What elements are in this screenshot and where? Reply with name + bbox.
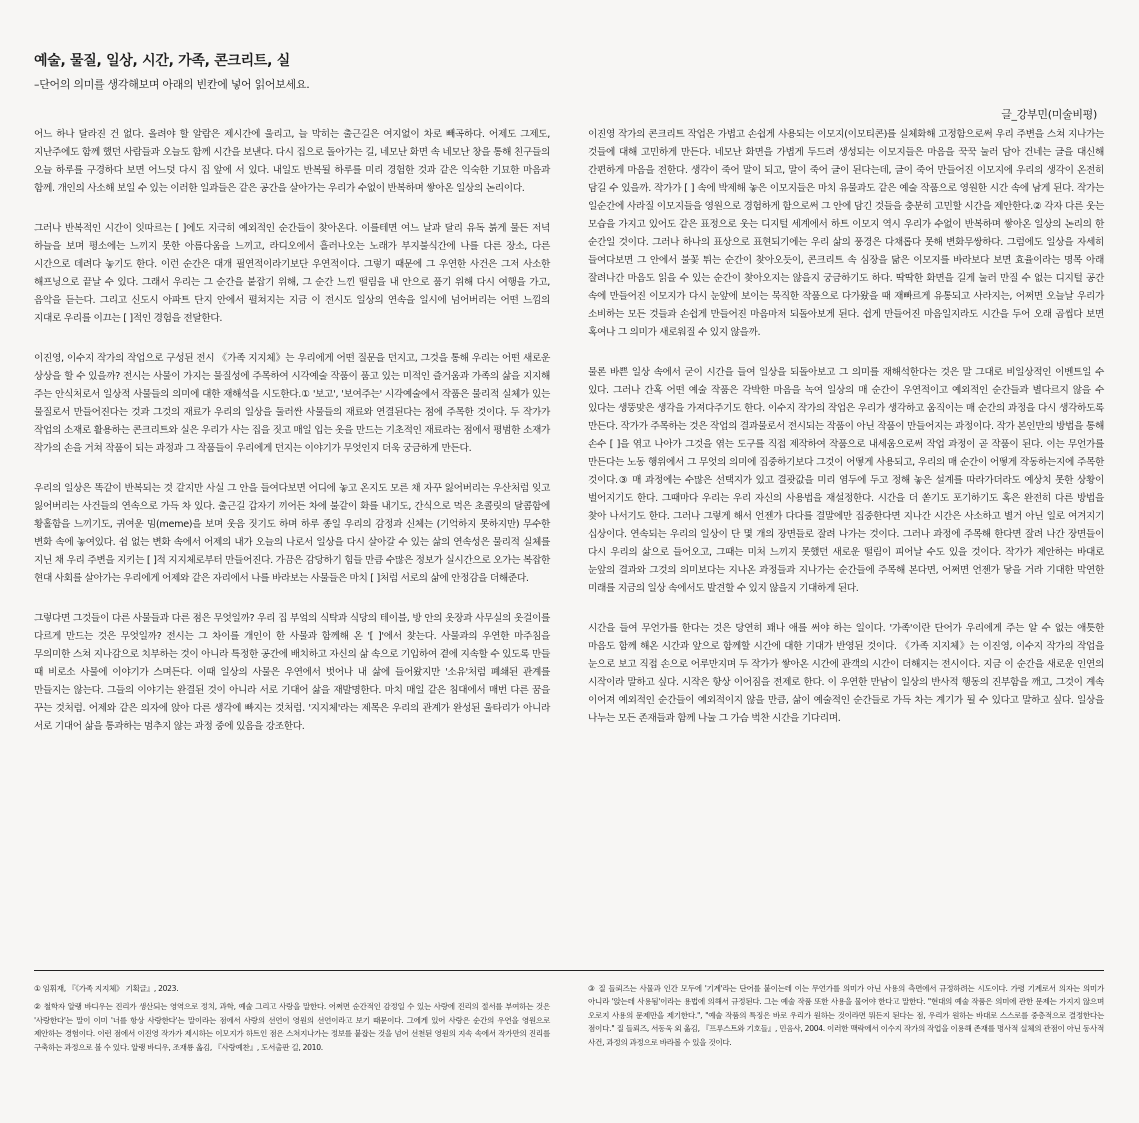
- essay-byline: 글_강부민(미술비평): [1001, 108, 1097, 121]
- body-column-left: [34, 126, 550, 758]
- body-paragraph: 시간을 들여 무언가를 한다는 것은 당연히 꽤나 애를 써야 하는 일이다. '가족'이란 단어가 우리에게 주는 알 수 없는 애틋한 마음도 함께 해온 시간과 앞으로 함께할 시간에 대한 기대가 반영된 것이다. 《가족 지지체》는 이진영, 이수지 작가의 작업을 눈으로 보고 직접 손으로 어루만지며 두 작가가 쌓아온 시간에 관객의 시간이 더해지는 전시이다. 지금 이 순간을 새로운 인연의 시작이라 말하고 싶다. 시작은 항상 이어짐을 전제로 한다. 이 우연한 만남이 일상의 반사적 행동의 진부함을 깨고, 그것이 계속 이어져 예외적인 순간들이 예외적이지 않을 만큼, 삶이 예술적인 순간들로 가득 차는 계기가 될 수 있다고 말하고 싶다. 일상을 나누는 모든 존재들과 함께 나눌 그 가슴 벅찬 시간을 기다리며.: [588, 623, 1104, 724]
- essay-title: 예술, 물질, 일상, 시간, 가족, 콘크리트, 실: [34, 53, 290, 69]
- body-paragraph: 그렇다면 그것들이 다른 사물들과 다른 점은 무엇일까? 우리 집 부엌의 식탁과 식당의 테이블, 방 안의 옷장과 사무실의 옷걸이를 다르게 만드는 것은 무엇일까? 전시는 그 차이를 개인이 한 사물과 함께해 온 '[ ]'에서 찾는다. 사물과의 우연한 마주침을 무의미한 스쳐 지나감으로 치부하는 것이 아니라 특정한 공간에 배치하고 자신의 삶 속으로 기입하여 곁에 지속할 수 있도록 만들 때 비로소 사물에 이야기가 스며든다. 이때 일상의 사물은 우연에서 벗어나 내 삶에 들어왔지만 '소유'처럼 폐쇄된 관계를 만들지는 않는다. 그들의 이야기는 완결된 것이 아니라 서로 기대어 삶을 재발명한다. 마치 매일 같은 침대에서 매번 다른 꿈을 꾸는 것처럼. 어제와 같은 의자에 앉아 다른 생각에 빠지는 것처럼. '지지체'라는 제목은 우리의 관계가 완성된 울타리가 아니라 서로 기대어 삶을 통과하는 멈추지 않는 과정 중에 있음을 강조한다.: [34, 613, 550, 732]
- body-column-right: [588, 126, 1104, 758]
- footnotes: [34, 982, 1104, 1059]
- body-paragraph: 물론 바쁜 일상 속에서 굳이 시간을 들여 일상을 되돌아보고 그 의미를 재해석한다는 것은 말 그대로 비일상적인 이벤트일 수 있다. 그러나 간혹 어떤 예술 작품은 각박한 마음을 녹여 일상의 매 순간이 우연적이고 예외적인 순간들과 별다르지 않을 수 있다는 생뚱맞은 생각을 가져다주기도 한다. 이수지 작가의 작업은 우리가 생각하고 움직이는 매 순간의 과정을 다시 생각하도록 만든다. 작가가 주목하는 것은 작업의 결과물로서 전시되는 작품이 아닌 작품이 만들어지는 과정이다. 작가 본인만의 방법을 통해 손수 [ ]을 엮고 나아가 그것을 엮는 도구를 직접 제작하여 작품으로 내세움으로써 작업 과정이 곧 작품이 된다. 이는 무언가를 만든다는 노동 행위에서 그 무엇의 의미에 집중하기보다 그것이 어떻게 사용되고, 우리의 매 순간이 어떻게 작동하는지에 주목한 것이다.③ 매 과정에는 수많은 선택지가 있고 결괏값을 미리 염두에 두고 정해 놓은 설계를 따라가더라도 예상치 못한 상황이 벌어지기도 한다. 그때마다 우리는 우리 자신의 사용법을 재설정한다. 시간을 더 쏟기도 포기하기도 혹은 완전히 다른 방법을 찾아 나서기도 한다. 그러나 그렇게 해서 언젠가 다다를 결말에만 집중한다면 지나간 시간은 사소하고 별거 아닌 일로 여겨지기 십상이다. 연속되는 우리의 일상이 단 몇 개의 장면들로 잘려 나가는 것이다. 그러나 과정에 주목해 한다면 잘려 나간 장면들이 다시 우리의 삶으로 들어오고, 그때는 미처 느끼지 못했던 새로운 떨림이 피어날 수도 있을 것이다. 작가가 제안하는 바대로 눈앞의 결과와 그것의 의미보다는 지나온 과정들과 지나가는 순간들에 주목해 본다면, 어쩌면 언젠가 닿을 거라 기대한 막연한 미래를 지금의 일상 속에서도 발견할 수 있지 않을지 기대하게 된다.: [588, 367, 1104, 594]
- essay-body: [34, 126, 1104, 758]
- body-paragraph: 이진영 작가의 콘크리트 작업은 가볍고 손쉽게 사용되는 이모지(이모티콘)를 실체화해 고정함으로써 우리 주변을 스쳐 지나가는 것들에 대해 고민하게 만든다. 네모난 화면을 가볍게 두드려 생성되는 이모지들은 마음을 꾹꾹 눌러 담아 건네는 글을 대신해 간편하게 마음을 전한다. 생각이 죽어 말이 되고, 말이 죽어 글이 된다는데, 글이 죽어 만들어진 이모지에 우리의 생각이 온전히 담길 수 있을까. 작가가 [ ] 속에 박제해 놓은 이모지들은 마치 유물과도 같은 예술 작품으로 영원한 시간 속에 남게 된다. 작가는 일순간에 사라질 이모지들을 영원으로 경험하게 함으로써 그 안에 담긴 것들을 충분히 고민할 시간을 제안한다.② 각자 다른 웃는 모습을 가지고 있어도 같은 표정으로 웃는 디지털 세계에서 하트 이모지 역시 우리가 수없이 반복하며 쌓아온 일상의 논리의 한 순간일 것이다. 그러나 하나의 표상으로 표현되기에는 우리 삶의 풍경은 다채롭다 못해 변화무쌍하다. 그럼에도 일상을 자세히 들여다보면 그 안에서 불꽃 튀는 순간이 찾아오듯이, 콘크리트 속 심장을 닮은 이모지를 바라보다 보면 효율이라는 명목 아래 잘려나간 마음도 읽을 수 있는 순간이 찾아오지는 않을지 궁금하기도 하다. 딱딱한 화면을 길게 눌러 만질 수 없는 디지털 공간 속에 만들어진 이모지가 다시 눈앞에 보이는 묵직한 작품으로 다가왔을 때 재빠르게 유통되고 사라지는, 어쩌면 오늘날 우리가 소비하는 모든 것들과 손쉽게 만들어진 마음마저 되돌아보게 된다. 쉽게 만들어진 마음일지라도 시간을 두어 오래 곱씹다 보면 혹여나 그 의미가 새로워질 수 있지 않을까.: [588, 129, 1104, 338]
- body-paragraph: 우리의 일상은 똑같이 반복되는 것 같지만 사실 그 안을 들여다보면 어디에 놓고 온지도 모른 채 자꾸 잃어버리는 우산처럼 잊고 잃어버리는 사건들의 연속으로 가득 차 있다. 출근길 갑자기 끼어든 차에 불같이 화를 내기도, 간식으로 먹은 초콜릿의 달콤함에 황홀함을 느끼기도, 귀여운 밈(meme)을 보며 웃음 짓기도 하며 하루 종일 우리의 감정과 신체는 (기억하지 못하지만) 무수한 변화 속에 놓여있다. 쉼 없는 변화 속에서 어제의 내가 오늘의 나로서 일상을 다시 살아갈 수 있는 삶의 연속성은 물리적 실체를 지닌 채 우리 주변을 지키는 [ ]적 지지체로부터 만들어진다. 가끔은 감당하기 힘들 만큼 수많은 정보가 실시간으로 오가는 복잡한 현대 사회를 살아가는 우리에게 어제와 같은 자리에서 나를 바라보는 사물들은 마치 [ ]처럼 서로의 삶에 안정감을 더해준다.: [34, 483, 550, 584]
- essay-page: [34, 40, 1104, 732]
- footnote-divider: [34, 970, 1104, 971]
- essay-subtitle: –단어의 의미를 생각해보며 아래의 빈칸에 넣어 읽어보세요.: [34, 78, 310, 91]
- footnote: ② 철학자 알랭 바디우는 진리가 생산되는 영역으로 정치, 과학, 예술 그리고 사랑을 말한다. 어쩌면 순간적인 감정일 수 있는 사랑에 진리의 절서를 부여하는 것은 '사랑한다'는 말이 이미 '너를 항상 사랑한다'는 말이라는 점에서 사랑의 선언이 영원의 선언이라고 보기 때문이다. 그에게 있어 사랑은 순간의 우연을 영원으로 제안하는 경험이다. 이런 점에서 이진영 작가가 제시하는 이모지가 하트인 점은 스쳐지나가는 정보를 붙잡는 것을 넘어 선천된 영원의 지속 속에서 작가만의 진리를 구축하는 과정으로 볼 수 있다. 알랭 바디우, 조재룡 옮김, 『사랑예찬』, 도서출판 길, 2010.: [34, 1002, 550, 1052]
- footnote: ① 임휘재, 『《가족 지지체》 기획글』, 2023.: [34, 984, 179, 993]
- footnotes-column-right: [588, 982, 1104, 1059]
- body-paragraph: 그러나 반복적인 시간이 잇따르는 [ ]에도 지극히 예외적인 순간들이 찾아온다. 이를테면 여느 날과 달리 유독 붉게 물든 저녁 하늘을 보며 평소에는 느끼지 못한 아름다움을 느끼고, 라디오에서 흘러나오는 노래가 부지불식간에 나를 다른 장소, 다른 시간으로 데려다 놓기도 한다. 이런 순간은 대개 필연적이라기보단 우연적이다. 그렇기 때문에 그 우연한 사건은 그저 사소한 해프닝으로 끝날 수 있다. 그래서 우리는 그 순간을 붙잡기 위해, 그 순간 느낀 떨림을 내 안으로 품기 위해 다시 여행을 가고, 음악을 듣는다. 그리고 신도시 아파트 단지 안에서 펼쳐지는 지금 이 전시도 일상의 연속을 일시에 넘어버리는 어떤 느낌의 지대로 우리를 이끄는 [ ]적인 경험을 전달한다.: [34, 223, 550, 324]
- footnotes-column-left: [34, 982, 550, 1059]
- body-paragraph: 이진영, 이수지 작가의 작업으로 구성된 전시 《가족 지지체》는 우리에게 어떤 질문을 던지고, 그것을 통해 우리는 어떤 새로운 상상을 할 수 있을까? 전시는 사물이 가지는 물질성에 주목하여 시각예술 작품이 품고 있는 미적인 즐거움과 가족의 삶을 지지해 주는 안식처로서 일상적 사물들의 의미에 대한 재해석을 시도한다.① '보고', '보여주는' 시각예술에서 작품은 물리적 실체가 있는 물질로서 만들어진다는 것과 그것의 재료가 우리의 일상을 둘러싼 사물들의 재료와 연결된다는 점에 주목한 것이다. 두 작가가 작업의 소재로 활용하는 콘크리트와 실은 우리가 사는 집을 짓고 매일 입는 옷을 만드는 기초적인 재료라는 점에서 평범한 소재가 작가의 손을 거쳐 작품이 되는 과정과 그 작품들이 우리에게 던지는 이야기가 무엇인지 더욱 궁금하게 만든다.: [34, 353, 550, 454]
- body-paragraph: 어느 하나 달라진 건 없다. 올려야 할 알람은 제시간에 울리고, 늘 막히는 출근길은 여지없이 차로 빼곡하다. 어제도 그제도, 지난주에도 함께 했던 사람들과 오늘도 함께 시간을 보낸다. 다시 집으로 돌아가는 길, 네모난 화면 속 네모난 창을 통해 친구들의 오늘 하루를 구경하다 보면 어느덧 다시 집 앞에 서 있다. 내일도 반복될 하루를 미리 경험한 것과 같은 익숙한 기묘한 마음과 함께. 개인의 사소해 보일 수 있는 이러한 일과들은 같은 공간을 살아가는 우리가 수없이 반복하며 쌓아온 일상의 논리이다.: [34, 129, 550, 194]
- footnote: ③ 질 들뢰즈는 사물과 인간 모두에 '기계'라는 단어를 붙이는데 이는 무언가를 의미가 아닌 사용의 측면에서 규정하려는 시도이다. 가령 기계로서 의자는 의미가 아니라 '앉는데 사용됨'이라는 용법에 의해서 규정된다. 그는 예술 작품 또한 사용을 물어야 한다고 말한다. "현대의 예술 작품은 의미에 관한 문제는 가지지 않으며 오로지 사용의 문제만을 제기한다.", "예술 작품의 특징은 바로 우리가 원하는 것이라면 뭐든지 된다는 점, 우리가 원하는 바대로 스스로를 중층적으로 결정한다는 점이다." 질 들뢰즈, 서동욱 외 옮김, 『프루스트와 기호들』, 민음사, 2004. 이러한 맥락에서 이수지 작가의 작업을 이용해 존재를 명사적 실체의 관점이 아닌 동사적 사건, 과정의 과정으로 바라볼 수 있을 것이다.: [588, 984, 1104, 1047]
